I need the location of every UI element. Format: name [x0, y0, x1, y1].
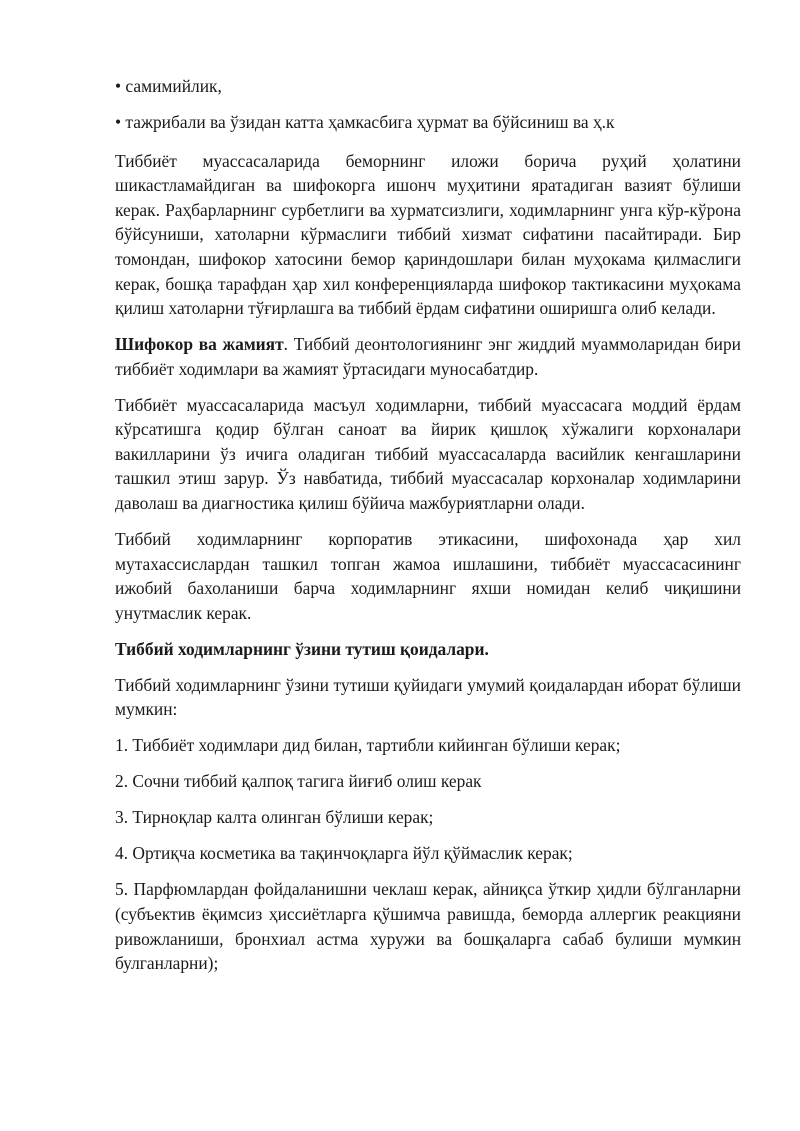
rule-item: 3. Тирноқлар калта олинган бўлиши керак;: [115, 807, 434, 828]
bullet-item: • самимийлик,: [115, 76, 222, 96]
paragraph-councils: Тиббиёт муассасаларида масъул ходимларни, тиббий муассасага моддий ёрдам кўрсатишга қодир бўлган саноат ва йирик қишлоқ хўжалиги корхоналари вакилларини ўз ичига оладиган тиббий муассасаларда васийлик кенгашларини ташкил этиш зарур. Ўз навбатида, тиббий муассасалар корхоналар ходимларини даволаш ва диагностика қилиш бўйича мажбуриятларни олади.: [115, 394, 741, 514]
rule-item: 2. Сочни тиббий қалпоқ тагига йиғиб олиш керак: [115, 771, 482, 792]
paragraph-relations: Тиббиёт муассасаларида беморнинг иложи борича руҳий ҳолатини шикастламайдиган ва шифокорга ишонч муҳитини яратадиган вазият бўлиши керак. Раҳбарларнинг сурбетлиги ва хурматсизлиги, ходимларнинг унга кўр-кўрона бўйсуниши, хатоларни кўрмаслиги тиббий хизмат сифатини пасайтиради. Бир томондан, шифокор хатосини бемор қариндошлари билан муҳокама қилмаслиги керак, бошқа тарафдан ҳар хил конференцияларда шифокор тактикасини муҳокама қилиш хатоларни тўғирлашга ва тиббий ёрдам сифатини оширишга олиб келади.: [115, 150, 741, 319]
rules-intro: Тиббий ходимларнинг ўзини тутиши қуйидаги умумий қоидалардан иборат бўлиши мумкин:: [115, 674, 741, 720]
rules-heading: Тиббий ходимларнинг ўзини тутиш қоидалари.: [115, 638, 489, 659]
rule-item: 4. Ортиқча косметика ва тақинчоқларга йўл қўймаслик керак;: [115, 843, 573, 864]
document-page: [115, 74, 741, 987]
rule-item: 5. Парфюмлардан фойдаланишни чеклаш керак, айниқса ўткир ҳидли бўлганларни (субъектив ёқимсиз ҳиссиётларга қўшимча равишда, беморда аллергик реакцияни ривожланиши, бронхиал астма хуружи ва бошқаларга сабаб булиши мумкин булганларни);: [115, 879, 741, 974]
society-text: . Тиббий деонтологиянинг энг жиддий муаммоларидан бири тиббиёт ходимлари ва жамият ўртасидаги муносабатдир.: [115, 334, 741, 379]
paragraph-ethics: Тиббий ходимларнинг корпоратив этикасини, шифохонада ҳар хил мутахассислардан ташкил топган жамоа ишлашини, тиббиёт муассасасининг ижобий бахоланиши барча ходимларнинг яхши номидан келиб чиқишини унутмаслик керак.: [115, 529, 741, 623]
rule-item: 1. Тиббиёт ходимлари дид билан, тартибли кийинган бўлиши керак;: [115, 735, 621, 756]
paragraph-society: [115, 332, 741, 381]
society-heading: Шифокор ва жамият: [115, 334, 284, 355]
bullet-item: • тажрибали ва ўзидан катта ҳамкасбига ҳурмат ва бўйсиниш ва ҳ.к: [115, 111, 615, 132]
